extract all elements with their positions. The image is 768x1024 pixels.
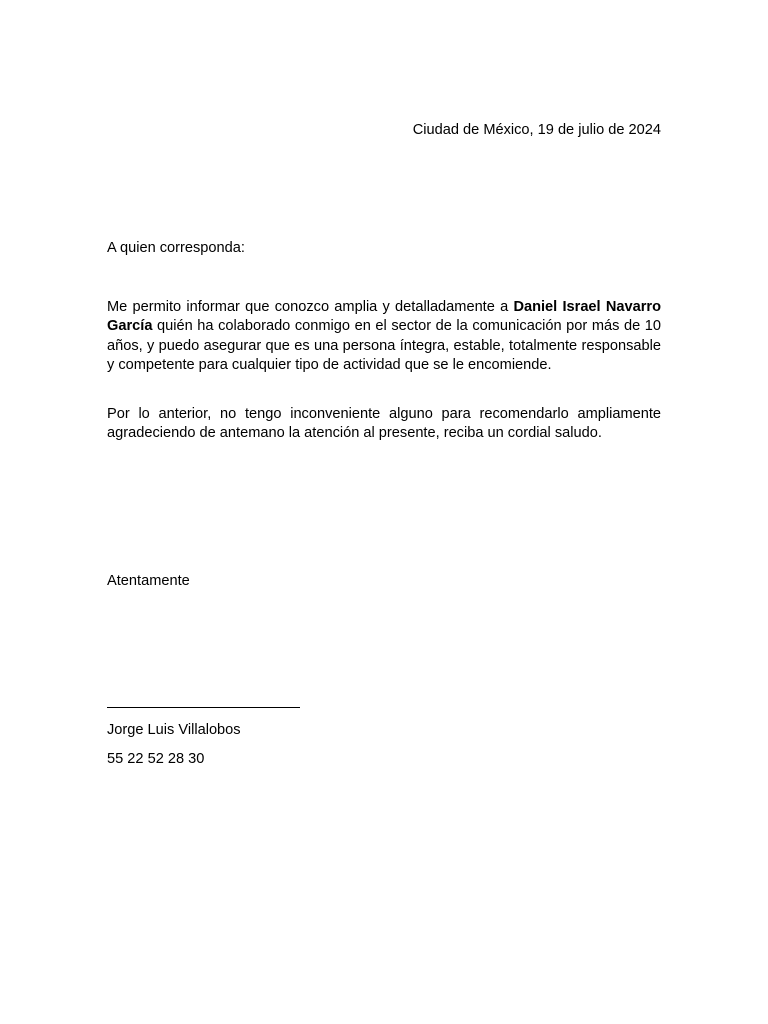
salutation: A quien corresponda: [107, 240, 245, 256]
signature-line [107, 707, 300, 708]
date-line: Ciudad de México, 19 de julio de 2024 [412, 122, 661, 138]
recommended-person-name: Daniel Israel Navarro García [107, 299, 661, 335]
closing: Atentamente [107, 573, 190, 589]
body-paragraph-2: Por lo anterior, no tengo inconveniente alguno para recomendarlo ampliamente agradeciendo de antemano la atención al presente, reciba un cordial saludo. [107, 406, 661, 442]
body-paragraph-1 [107, 298, 661, 376]
paragraph-1-rest: quién ha colaborado conmigo en el sector de la comunicación por más de 10 años, y puedo asegurar que es una persona íntegra, estable, totalmente responsable y competente para cualquier tipo de actividad que se le encomiende. [107, 318, 661, 374]
signer-phone: 55 22 52 28 30 [107, 751, 205, 767]
paragraph-1-intro: Me permito informar que conozco amplia y detalladamente a [107, 299, 514, 315]
signer-name: Jorge Luis Villalobos [107, 722, 241, 738]
